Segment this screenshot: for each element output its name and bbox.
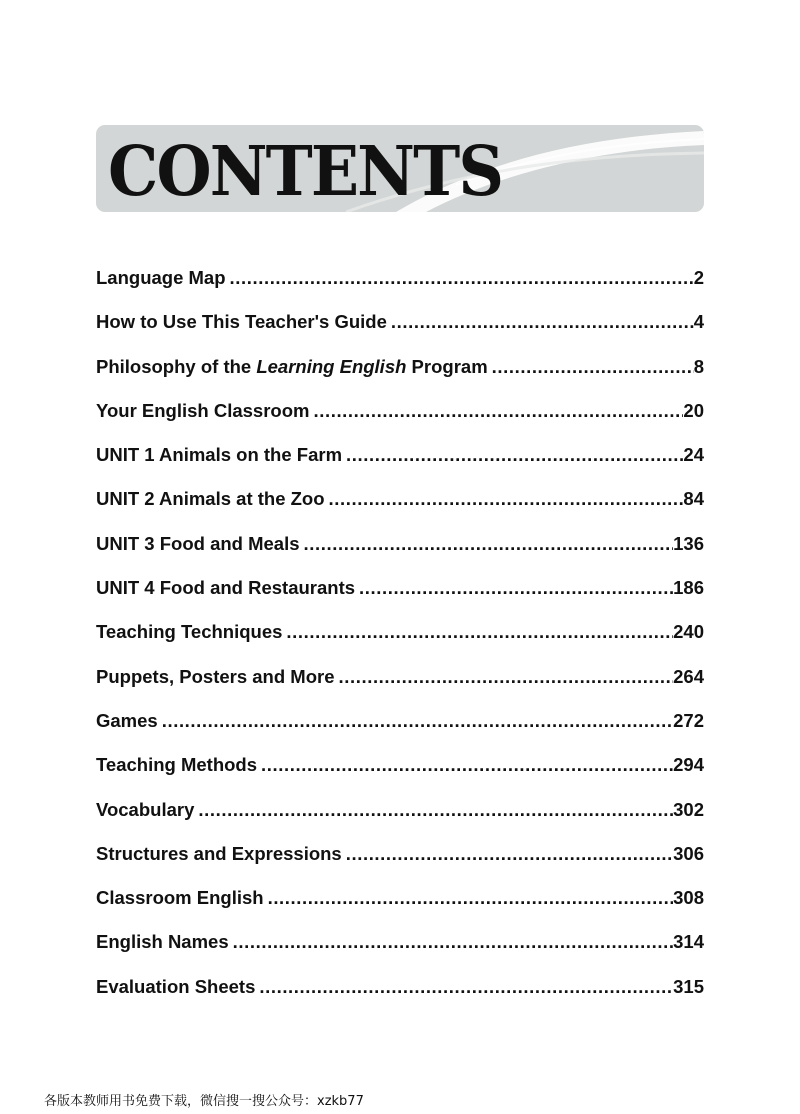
footer-note: 各版本教师用书免费下载，微信搜一搜公众号：xzkb77 [44,1094,364,1109]
toc-entry[interactable] [96,618,704,662]
toc-leader-dots [259,973,673,1001]
toc-leader-dots [313,397,683,425]
toc-entry[interactable] [96,530,704,574]
toc-leader-dots [329,485,684,513]
page-title: CONTENTS [108,132,503,212]
toc-entry[interactable] [96,574,704,618]
toc-entry[interactable] [96,264,704,308]
toc-leader-dots [233,928,673,956]
toc-entry-title: Evaluation Sheets [96,975,256,997]
contents-banner [96,125,704,212]
toc-entry-title: UNIT 4 Food and Restaurants [96,577,356,599]
toc-entry-page: 8 [693,355,704,377]
toc-entry-title: Classroom English [96,887,264,909]
toc-entry-page: 186 [673,577,704,599]
toc-leader-dots [391,308,694,336]
toc-leader-dots [162,707,673,735]
toc-entry-page: 306 [673,842,704,864]
toc-leader-dots [261,751,673,779]
toc-entry-page: 264 [673,665,704,687]
toc-leader-dots [346,840,673,868]
toc-leader-dots [359,574,673,602]
toc-entry-title: UNIT 1 Animals on the Farm [96,444,343,466]
toc-leader-dots [346,441,683,469]
toc-entry-page: 314 [673,931,704,953]
toc-entry[interactable] [96,840,704,884]
toc-entry-page: 302 [673,798,704,820]
program-name-italic: Learning English [256,355,407,377]
toc-leader-dots [492,353,694,381]
table-of-contents [96,264,704,1017]
toc-title-part: Program [406,355,488,377]
toc-title-part: Philosophy of the [96,355,257,377]
toc-entry-page: 272 [673,709,704,731]
toc-entry[interactable] [96,353,704,397]
toc-entry-title: Vocabulary [96,798,195,820]
toc-entry[interactable] [96,751,704,795]
toc-entry-page: 84 [683,488,704,510]
toc-leader-dots [339,663,674,691]
toc-entry[interactable] [96,308,704,352]
toc-leader-dots [198,796,673,824]
toc-entry-page: 308 [673,887,704,909]
toc-entry[interactable] [96,663,704,707]
toc-entry[interactable] [96,884,704,928]
toc-entry-title: Your English Classroom [96,399,310,421]
toc-entry-title: English Names [96,931,229,953]
toc-entry-page: 136 [673,532,704,554]
toc-entry-page: 294 [673,754,704,776]
toc-entry-page: 315 [673,975,704,997]
toc-entry-title: UNIT 2 Animals at the Zoo [96,488,325,510]
toc-leader-dots [286,618,673,646]
toc-entry[interactable] [96,485,704,529]
toc-leader-dots [304,530,674,558]
toc-entry-page: 20 [683,399,704,421]
toc-entry[interactable] [96,397,704,441]
toc-leader-dots [230,264,694,292]
toc-entry-title: How to Use This Teacher's Guide [96,311,387,333]
toc-entry-title: Language Map [96,267,226,288]
toc-entry-title [96,353,492,381]
toc-entry-title: Structures and Expressions [96,842,342,864]
toc-entry-title: Games [96,709,158,731]
toc-entry-title: UNIT 3 Food and Meals [96,532,300,554]
toc-entry-page: 24 [683,444,704,466]
toc-entry-page: 240 [673,621,704,643]
toc-entry[interactable] [96,973,704,1017]
toc-leader-dots [268,884,674,912]
toc-entry-title: Teaching Methods [96,754,258,776]
toc-entry[interactable] [96,707,704,751]
toc-entry[interactable] [96,796,704,840]
toc-entry[interactable] [96,928,704,972]
toc-entry[interactable] [96,441,704,485]
toc-entry-title: Puppets, Posters and More [96,665,335,687]
toc-entry-page: 4 [693,311,704,333]
toc-entry-title: Teaching Techniques [96,621,283,643]
toc-entry-page: 2 [693,267,704,288]
